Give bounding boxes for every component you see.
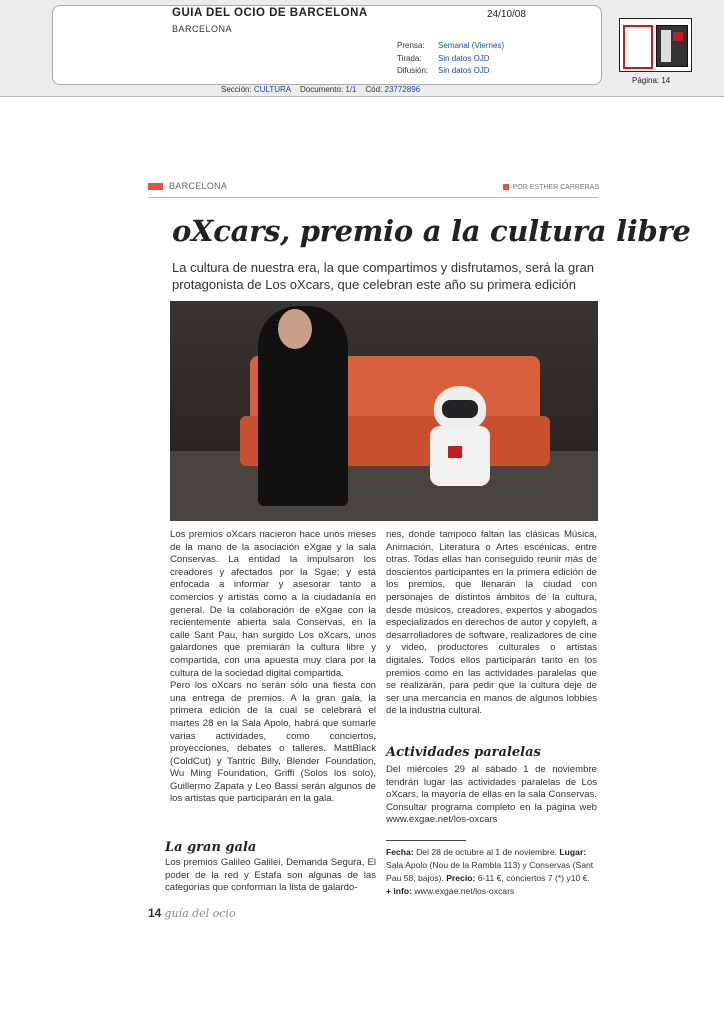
heading-la-gran-gala: La gran gala	[165, 840, 257, 855]
article-column-2-continued	[386, 764, 597, 827]
paragraph: nes, donde tampoco faltan las clásicas Música, Animación, Literatura o Artes escénicas, entre otras. Todas ellas han conseguido reunir más de doscientos participantes en la primera edición de los premios, que llenarán la ciudad con personajes de distintos ámbitos de la cultura, desde músicos, creadores, expertos y abogados especializados en derechos de autor y copyleft, a desarrolladores de software, realizadores de cine y video, productores culturales o artistas digitales. Todos ellos participarán tanto en los premios como en las actividades paralelas que se realizarán, para pedir que la cultura deje de ser una mercancía en manos de algunos lobbies de la industria cultural.	[386, 529, 597, 717]
paragraph: Los premios Galileo Galilei, Demanda Segura, El poder de la red y Estafa son algunas de las categorías que conforman la lista de galardo-	[165, 857, 376, 894]
paragraph: Pero los oXcars no serán sólo una fiesta con una entrega de premios. A la gran gala, la primera edición de la cual se celebrará el martes 28 en la Sala Apolo, habrá que sumarle varias actividades, como conciertos, proyecciones, debates o talleres. MattBlack (ColdCut) y Tantric Billy, Blender Foundation, Wu Ming Foundation, Griffi (Solos los solo), Guillermo Zapata y Leo Bassi serán algunos de los artistas que participarán en la gala.	[170, 680, 376, 805]
info-rule	[386, 840, 466, 841]
publication-city: BARCELONA	[172, 24, 233, 34]
publication-date: 24/10/08	[487, 9, 526, 20]
section-link[interactable]: CULTURA	[253, 85, 292, 94]
thumbnail-page-right	[656, 25, 688, 67]
publication-name: GUIA DEL OCIO DE BARCELONA	[172, 7, 368, 19]
page-folio: 14 guía del ocio	[148, 906, 236, 920]
prensa-value: Semanal (Viernes)	[438, 41, 505, 50]
prensa-label: Prensa:	[397, 41, 425, 50]
tirada-value: Sin datos OJD	[438, 54, 490, 63]
article-photo	[170, 301, 598, 521]
clipping-header	[0, 0, 724, 97]
article-column-1	[170, 529, 376, 806]
article-column-1-continued	[165, 857, 376, 895]
difusion-label: Difusión:	[397, 66, 429, 75]
byline-marker	[503, 184, 509, 190]
event-info-box: Fecha: Del 28 de octubre al 1 de noviembre. Lugar: Sala Apolo (Nou de la Rambla 113) y Conservas (Sant Pau 58, bajos). Precio: 6-11 €, conciertos 7 (*) y10 €. + info: www.exgae.net/los-oxcars	[386, 847, 594, 896]
heading-actividades-paralelas: Actividades paralelas	[386, 745, 541, 760]
article-kicker: BARCELONA	[148, 181, 227, 191]
page-number: Página: 14	[632, 76, 671, 85]
page-thumbnail[interactable]	[619, 18, 692, 72]
kicker-marker	[148, 183, 163, 190]
section-info: Sección: CULTURA Documento: 1/1 Cód: 23772896	[221, 85, 421, 94]
article-byline: POR ESTHER CARRERAS	[503, 184, 599, 191]
document-link[interactable]: 1/1	[345, 85, 357, 94]
article-subtitle: La cultura de nuestra era, la que compartimos y disfrutamos, será la gran protagonista de Los oXcars, que celebran este año su primera edición	[172, 260, 594, 292]
article-title: oXcars, premio a la cultura libre	[172, 214, 691, 248]
top-rule	[148, 197, 598, 198]
thumbnail-page-left	[623, 25, 653, 69]
paragraph: Del miércoles 29 al sábado 1 de noviembre tendrán lugar las actividades paralelas de Los oXcars, la mayoría de ellas en la sala Conservas. Consultar programa completo en la página web www.exgae.net/los-oxcars	[386, 764, 597, 826]
difusion-value: Sin datos OJD	[438, 66, 490, 75]
robot-figure	[420, 386, 500, 496]
article-column-2	[386, 529, 597, 718]
paragraph: Los premios oXcars nacieron hace unos meses de la mano de la asociación eXgae y la sala Conservas. La entidad la impulsaron los creadores y afectados por la Sgae; y está enfocada a informar y asesorar tanto a comercios y artistas como a la ciudadanía en general. De la colaboración de eXgae con la recientemente abierta sala Conservas, en la calle Sant Pau, han surgido Los oXcars, unos galardones que premiarán la cultura libre y compartida, con una apuesta muy clara por la cultura de la sociedad digital compartida.	[170, 529, 376, 679]
tirada-label: Tirada:	[397, 54, 422, 63]
code-link[interactable]: 23772896	[384, 85, 421, 94]
